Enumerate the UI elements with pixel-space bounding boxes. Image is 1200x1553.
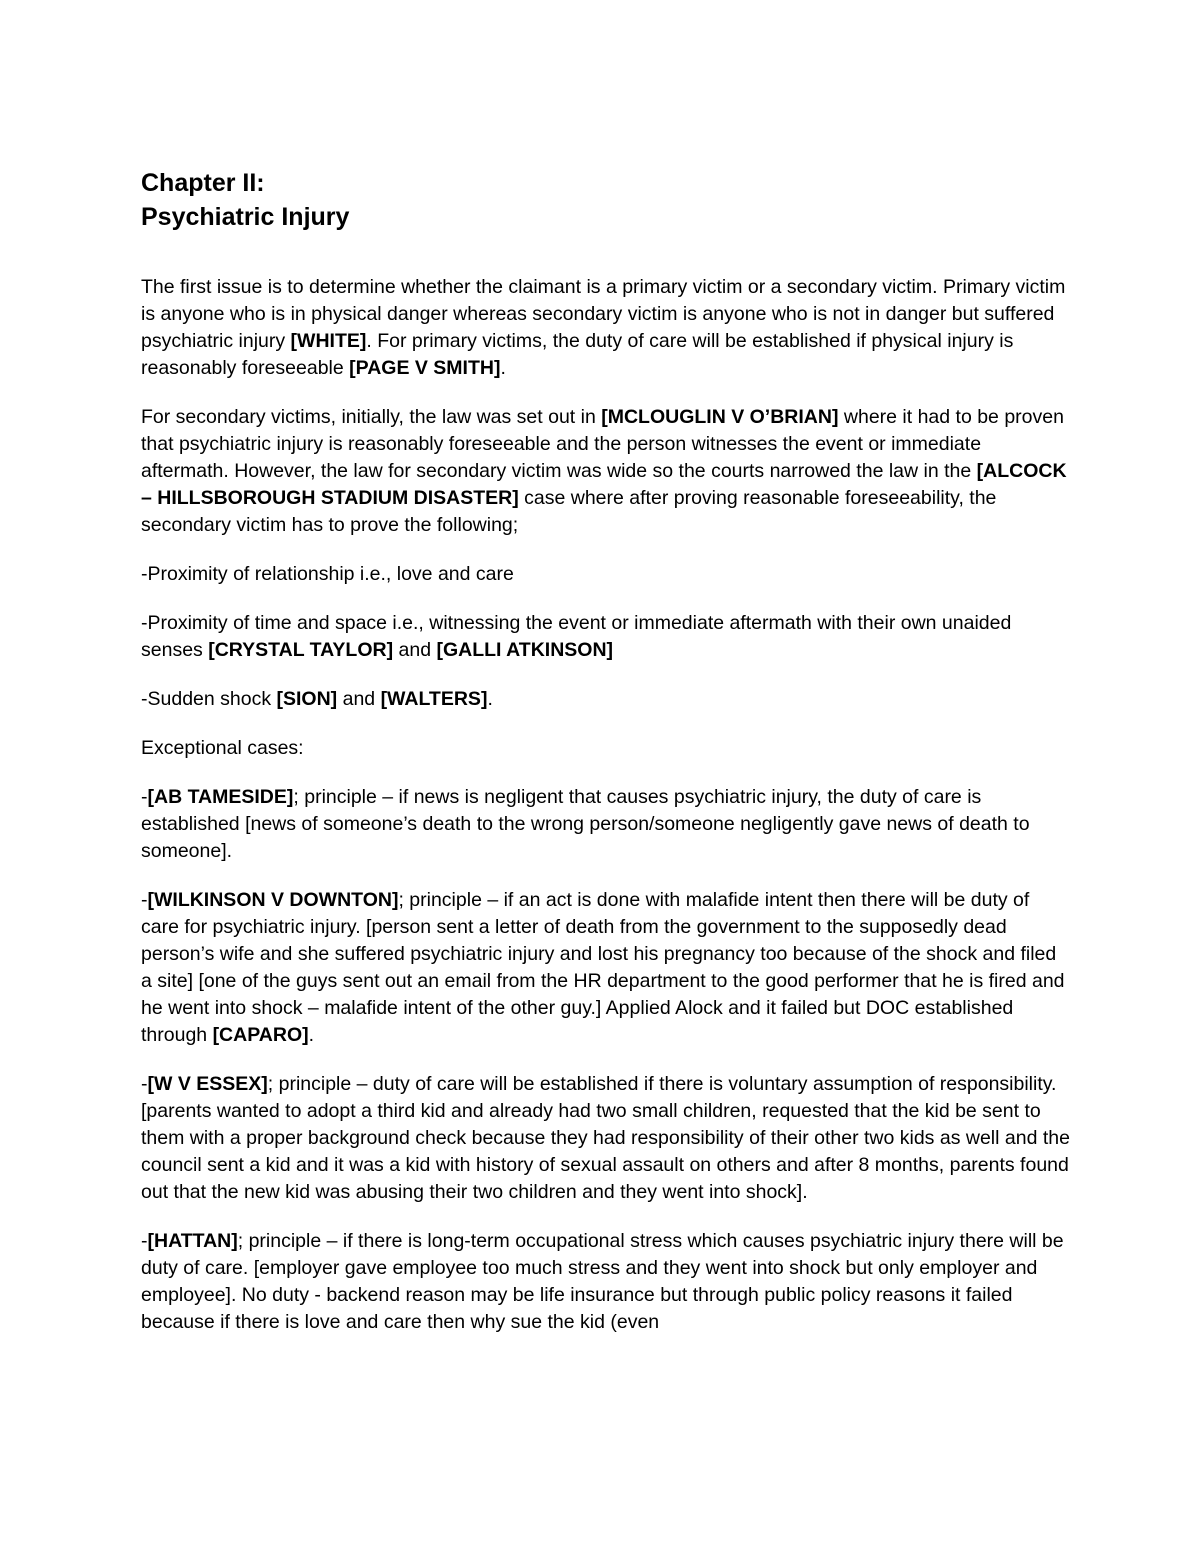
document-page — [141, 166, 1071, 1358]
paragraph — [141, 686, 1071, 713]
paragraph-text: and — [393, 639, 437, 661]
paragraph-text: . — [487, 688, 493, 710]
paragraph-text: - — [141, 889, 148, 911]
paragraph — [141, 887, 1071, 1049]
paragraph-text: . — [500, 357, 506, 379]
case-citation: [HATTAN] — [147, 1230, 238, 1252]
case-citation: [PAGE V SMITH] — [349, 357, 501, 379]
paragraph-text: ; principle – if there is long-term occupational stress which causes psychiatric injury there will be duty of care. [employer gave employee too much stress and they went into shock but only employer and employee]. No duty - backend reason may be life insurance but through public policy reasons it failed because if there is love and care then why sue the kid (even — [141, 1230, 1064, 1333]
paragraph-text: ; principle – if news is negligent that causes psychiatric injury, the duty of care is established [news of someone’s death to the wrong person/someone negligently gave news of death to someone]. — [141, 786, 1030, 862]
paragraph — [141, 784, 1071, 865]
paragraph — [141, 610, 1071, 664]
case-citation: [WILKINSON V DOWNTON] — [147, 889, 399, 911]
case-citation: [WALTERS] — [380, 688, 488, 710]
case-citation: [MCLOUGLIN V O’BRIAN] — [601, 406, 839, 428]
paragraph-text: - — [141, 786, 148, 808]
paragraph-text: . — [308, 1024, 315, 1046]
case-citation: [CAPARO] — [212, 1024, 309, 1046]
paragraph-text: case where after proving reasonable foreseeability, the secondary victim has to prove the following; — [141, 487, 997, 536]
paragraph-text: - — [141, 1073, 148, 1095]
paragraph — [141, 404, 1071, 539]
chapter-number: Chapter II: — [141, 169, 265, 197]
paragraph-text: and — [337, 688, 381, 710]
paragraph-text: - — [141, 1230, 148, 1252]
paragraph — [141, 561, 1071, 588]
case-citation: [ALCOCK – HILLSBOROUGH STADIUM DISASTER] — [141, 460, 1067, 509]
paragraph-text: For secondary victims, initially, the law was set out in — [141, 406, 602, 428]
paragraph-text: -Proximity of time and space i.e., witnessing the event or immediate aftermath with their own unaided senses — [141, 612, 1012, 661]
paragraph-text: ; principle – duty of care will be established if there is voluntary assumption of responsibility. [parents wanted to adopt a third kid and already had two small children, requested that the kid be sent to them with a proper background check because they had responsibility of their other two kids as well and the council sent a kid and it was a kid with history of sexual assault on others and after 8 months, parents found out that the new kid was abusing their two children and they went into shock]. — [141, 1073, 1070, 1203]
case-citation: [AB TAMESIDE] — [147, 786, 294, 808]
paragraph-text: -Proximity of relationship i.e., love and care — [141, 563, 514, 585]
chapter-title: Psychiatric Injury — [141, 203, 350, 231]
case-citation: [W V ESSEX] — [147, 1073, 268, 1095]
case-citation: [WHITE] — [290, 330, 367, 352]
paragraph — [141, 274, 1071, 382]
paragraph-text: where it had to be proven that psychiatric injury is reasonably foreseeable and the person witnesses the event or immediate aftermath. However, the law for secondary victim was wide so the courts narrowed the law in the — [141, 406, 1064, 482]
paragraph-text: Exceptional cases: — [141, 737, 304, 759]
paragraph — [141, 1228, 1071, 1336]
paragraph-text: -Sudden shock — [141, 688, 277, 710]
document-body — [141, 274, 1071, 1336]
paragraph-text: ; principle – if an act is done with malafide intent then there will be duty of care for psychiatric injury. [person sent a letter of death from the government to the supposedly dead person’s wife and she suffered psychiatric injury and lost his pregnancy too because of the shock and filed a site] [one of the guys sent out an email from the HR department to the good performer that he is fired and he went into shock – malafide intent of the other guy.] Applied Alock and it failed but DOC established through — [141, 889, 1065, 1046]
paragraph-text: . For primary victims, the duty of care will be established if physical injury is reasonably foreseeable — [141, 330, 1014, 379]
paragraph — [141, 1071, 1071, 1206]
case-citation: [GALLI ATKINSON] — [436, 639, 614, 661]
case-citation: [CRYSTAL TAYLOR] — [208, 639, 394, 661]
paragraph-text: The first issue is to determine whether the claimant is a primary victim or a secondary victim. Primary victim is anyone who is in physical danger whereas secondary victim is anyone who is not in danger but suffered psychiatric injury — [141, 276, 1066, 352]
case-citation: [SION] — [276, 688, 338, 710]
paragraph — [141, 735, 1071, 762]
